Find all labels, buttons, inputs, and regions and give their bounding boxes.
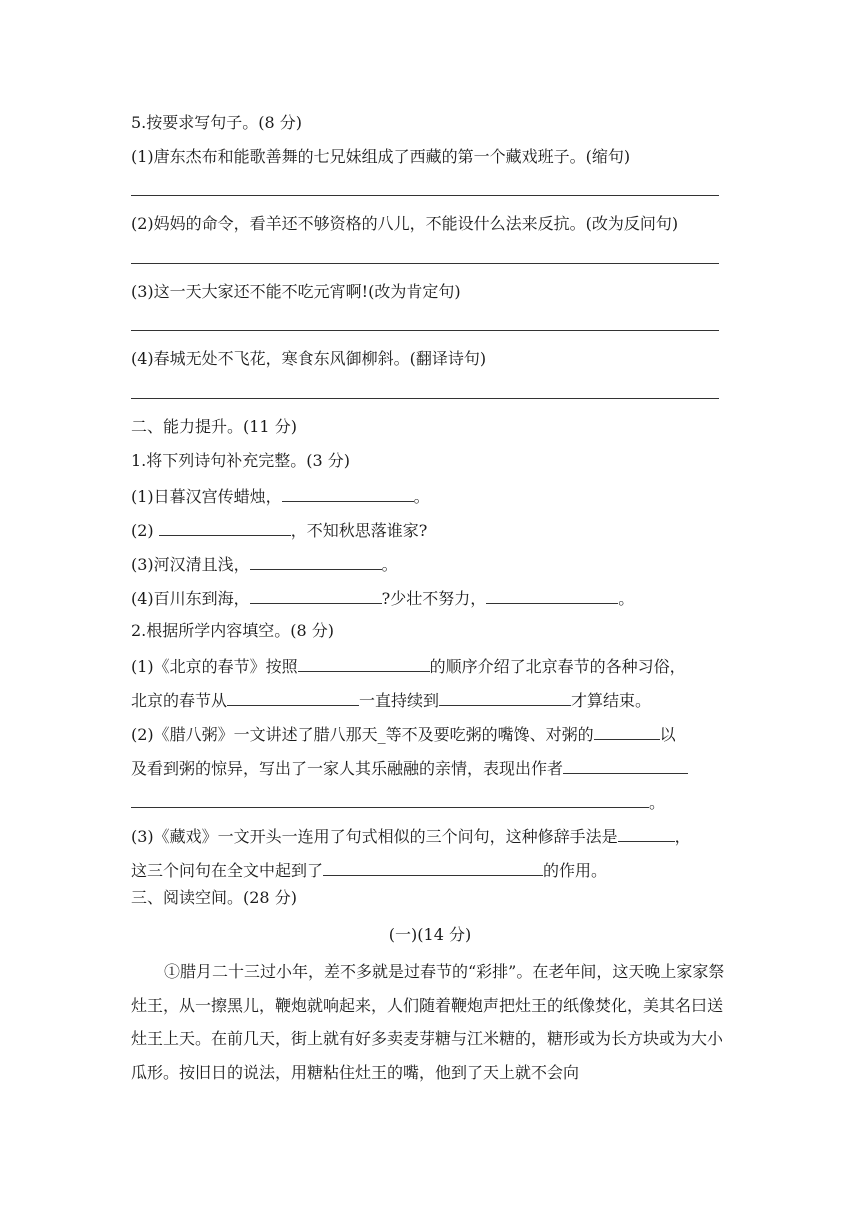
- question-5-item-4: (4)春城无处不飞花，寒食东风御柳斜。(翻译诗句): [131, 349, 487, 368]
- reading-subtitle: (一)(14 分): [388, 925, 472, 944]
- fill-blank[interactable]: [486, 586, 618, 604]
- answer-line: [131, 330, 719, 331]
- question-2-1-title: 1.将下列诗句补充完整。(3 分): [131, 451, 351, 470]
- fill-blank[interactable]: [131, 790, 649, 808]
- poem-line-2: (2) ，不知秋思落谁家?: [131, 518, 427, 542]
- fill-blank[interactable]: [594, 722, 660, 740]
- fill-line-4: 及看到粥的惊异，写出了一家人其乐融融的亲情，表现出作者: [131, 756, 688, 780]
- fill-line-7: 这三个问句在全文中起到了 的作用。: [131, 858, 607, 882]
- question-5-item-1: (1)唐东杰布和能歌善舞的七兄妹组成了西藏的第一个藏戏班子。(缩句): [131, 147, 631, 166]
- poem-line-1: (1)日暮汉宫传蜡烛， 。: [131, 484, 430, 508]
- fill-line-5: 。: [131, 790, 665, 814]
- fill-blank[interactable]: [563, 756, 688, 774]
- question-5-item-2: (2)妈妈的命令，看羊还不够资格的八儿，不能设什么法来反抗。(改为反问句): [131, 214, 679, 233]
- section-3-title: 三、阅读空间。(28 分): [131, 888, 297, 907]
- answer-line: [131, 195, 719, 196]
- poem-line-3: (3)河汉清且浅， 。: [131, 552, 398, 576]
- fill-blank[interactable]: [282, 484, 414, 502]
- fill-blank[interactable]: [618, 824, 675, 842]
- answer-line: [131, 263, 719, 264]
- fill-line-1: (1)《北京的春节》按照 的顺序介绍了北京春节的各种习俗，: [131, 654, 686, 678]
- fill-blank[interactable]: [439, 688, 571, 706]
- fill-blank[interactable]: [250, 586, 382, 604]
- fill-blank[interactable]: [323, 858, 543, 876]
- poem-line-4: (4)百川东到海， ?少壮不努力， 。: [131, 586, 634, 610]
- fill-blank[interactable]: [227, 688, 359, 706]
- fill-line-3: (2)《腊八粥》一文讲述了腊八那天_等不及要吃粥的嘴馋、对粥的 以: [131, 722, 676, 746]
- reading-passage: ①腊月二十三过小年，差不多就是过春节的“彩排”。在老年间，这天晚上家家祭灶王，从一擦黑儿，鞭炮就响起来，人们随着鞭炮声把灶王的纸像焚化，美其名曰送灶王上天。在前几天，街上就有好多卖麦芽糖与江米糖的，糖形或为长方块或为大小瓜形。按旧日的说法，用糖粘住灶王的嘴，他到了天上就不会向: [131, 962, 725, 1082]
- fill-line-6: (3)《藏戏》一文开头一连用了句式相似的三个问句，这种修辞手法是 ，: [131, 824, 691, 848]
- question-5-item-3: (3)这一天大家还不能不吃元宵啊!(改为肯定句): [131, 282, 461, 301]
- fill-blank[interactable]: [159, 518, 291, 536]
- fill-blank[interactable]: [298, 654, 430, 672]
- fill-line-2: 北京的春节从 一直持续到 才算结束。: [131, 688, 651, 712]
- question-5-title: 5.按要求写句子。(8 分): [131, 113, 303, 132]
- fill-blank[interactable]: [250, 552, 382, 570]
- section-2-title: 二、能力提升。(11 分): [131, 417, 297, 436]
- answer-line: [131, 398, 719, 399]
- question-2-2-title: 2.根据所学内容填空。(8 分): [131, 621, 335, 640]
